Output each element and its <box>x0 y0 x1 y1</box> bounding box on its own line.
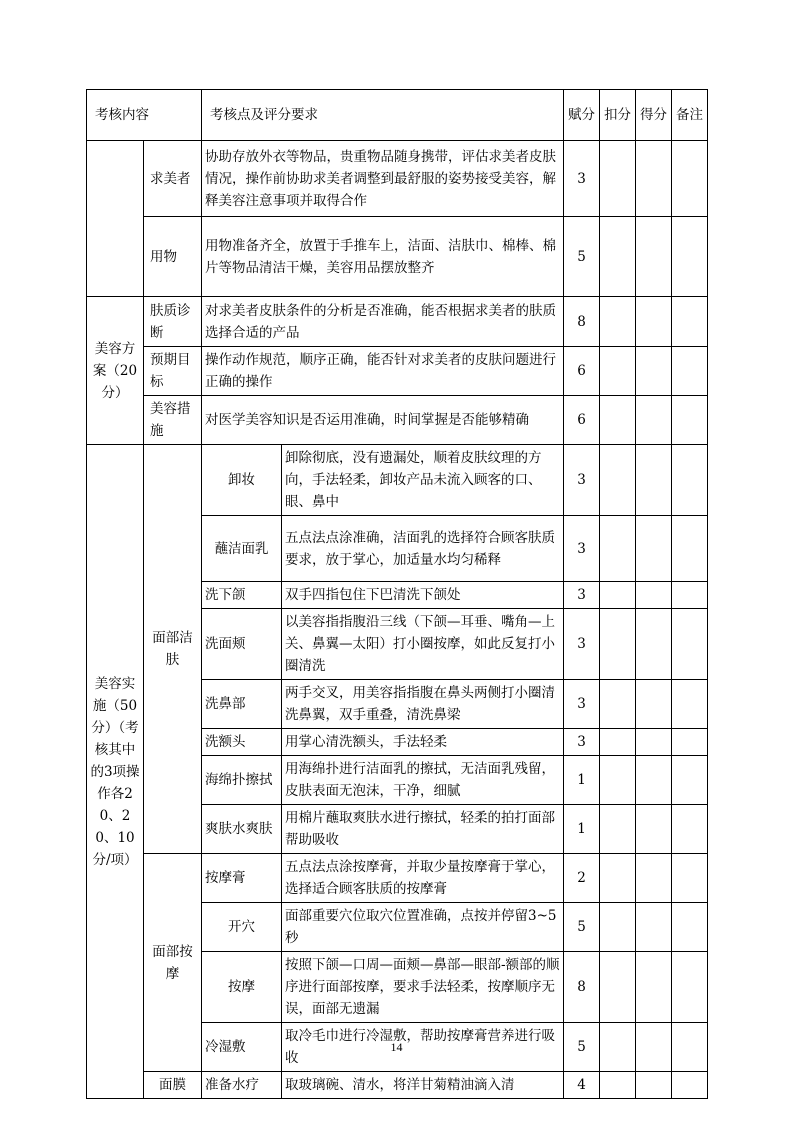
item-label: 洗下颌 <box>202 582 282 609</box>
score-value: 6 <box>564 396 600 445</box>
assessment-sheet <box>86 89 707 1099</box>
note-cell <box>672 516 708 582</box>
note-cell <box>672 952 708 1023</box>
score-value: 3 <box>564 729 600 756</box>
criteria-text: 五点法点涂准确，洁面乳的选择符合顾客肤质要求，放于掌心，加适量水均匀稀释 <box>282 516 564 582</box>
note-cell <box>672 445 708 516</box>
deduct-cell <box>600 396 636 445</box>
header-row <box>87 90 708 141</box>
scoring-table <box>86 89 708 1099</box>
deduct-cell <box>600 582 636 609</box>
header-earned: 得分 <box>636 90 672 141</box>
earned-cell <box>636 756 672 805</box>
criteria-text: 用海绵扑进行洁面乳的擦拭，无洁面乳残留，皮肤表面无泡沫，干净，细腻 <box>282 756 564 805</box>
note-cell <box>672 1072 708 1099</box>
score-value: 5 <box>564 903 600 952</box>
group-massage: 面部按摩 <box>144 854 202 1072</box>
deduct-cell <box>600 903 636 952</box>
earned-cell <box>636 445 672 516</box>
earned-cell <box>636 396 672 445</box>
earned-cell <box>636 729 672 756</box>
deduct-cell <box>600 297 636 347</box>
criteria-text: 两手交叉，用美容指指腹在鼻头两侧打小圈清洗鼻翼，双手重叠，清洗鼻梁 <box>282 680 564 729</box>
earned-cell <box>636 297 672 347</box>
note-cell <box>672 217 708 297</box>
criteria-text: 面部重要穴位取穴位置准确，点按并停留3~5秒 <box>282 903 564 952</box>
deduct-cell <box>600 347 636 396</box>
earned-cell <box>636 805 672 854</box>
criteria-text: 用物准备齐全，放置于手推车上，洁面、洁肤巾、棉棒、棉片等物品清洁干燥，美容用品摆放整齐 <box>202 217 564 297</box>
score-value: 1 <box>564 756 600 805</box>
score-value: 3 <box>564 445 600 516</box>
note-cell <box>672 582 708 609</box>
score-value: 8 <box>564 297 600 347</box>
item-label: 卸妆 <box>202 445 282 516</box>
score-value: 8 <box>564 952 600 1023</box>
criteria-text: 对求美者皮肤条件的分析是否准确，能否根据求美者的肤质选择合适的产品 <box>202 297 564 347</box>
deduct-cell <box>600 854 636 903</box>
score-value: 4 <box>564 1072 600 1099</box>
criteria-text: 取玻璃碗、清水，将洋甘菊精油滴入清 <box>282 1072 564 1099</box>
item-label: 海绵扑擦拭 <box>202 756 282 805</box>
table-row <box>87 854 708 903</box>
item-label: 洗面颊 <box>202 609 282 680</box>
note-cell <box>672 805 708 854</box>
criteria-text: 双手四指包住下巴清洗下颌处 <box>282 582 564 609</box>
score-value: 5 <box>564 1023 600 1072</box>
sub-item: 用物 <box>144 217 202 297</box>
prep-group-cell <box>87 141 144 297</box>
deduct-cell <box>600 805 636 854</box>
earned-cell <box>636 680 672 729</box>
criteria-text: 操作动作规范，顺序正确，能否针对求美者的皮肤问题进行正确的操作 <box>202 347 564 396</box>
table-row <box>87 141 708 217</box>
table-row <box>87 217 708 297</box>
score-value: 6 <box>564 347 600 396</box>
earned-cell <box>636 516 672 582</box>
criteria-text: 以美容指指腹沿三线（下颌—耳垂、嘴角—上关、鼻翼—太阳）打小圈按摩，如此反复打小圈清洗 <box>282 609 564 680</box>
sub-item: 肤质诊断 <box>144 297 202 347</box>
item-label: 爽肤水爽肤 <box>202 805 282 854</box>
score-value: 3 <box>564 680 600 729</box>
earned-cell <box>636 582 672 609</box>
criteria-text: 按照下颌—口周—面颊—鼻部—眼部-额部的顺序进行面部按摩，要求手法轻柔，按摩顺序无误，面部无遗漏 <box>282 952 564 1023</box>
earned-cell <box>636 217 672 297</box>
earned-cell <box>636 1072 672 1099</box>
score-value: 3 <box>564 609 600 680</box>
header-score: 赋分 <box>564 90 600 141</box>
deduct-cell <box>600 729 636 756</box>
deduct-cell <box>600 445 636 516</box>
deduct-cell <box>600 141 636 217</box>
deduct-cell <box>600 217 636 297</box>
criteria-text: 五点法点涂按摩膏，并取少量按摩膏于掌心，选择适合顾客肤质的按摩膏 <box>282 854 564 903</box>
page-number: 14 <box>390 1040 403 1054</box>
note-cell <box>672 903 708 952</box>
score-value: 3 <box>564 141 600 217</box>
earned-cell <box>636 952 672 1023</box>
deduct-cell <box>600 952 636 1023</box>
header-criteria: 考核点及评分要求 <box>202 90 564 141</box>
note-cell <box>672 141 708 217</box>
score-value: 1 <box>564 805 600 854</box>
note-cell <box>672 347 708 396</box>
header-content: 考核内容 <box>87 90 202 141</box>
deduct-cell <box>600 680 636 729</box>
group-plan: 美容方案（20分） <box>87 297 144 445</box>
group-cleanse: 面部洁肤 <box>144 445 202 854</box>
criteria-text: 用棉片蘸取爽肤水进行擦拭，轻柔的拍打面部帮助吸收 <box>282 805 564 854</box>
note-cell <box>672 729 708 756</box>
earned-cell <box>636 903 672 952</box>
score-value: 3 <box>564 582 600 609</box>
criteria-text: 协助存放外衣等物品，贵重物品随身携带，评估求美者皮肤情况，操作前协助求美者调整到最舒服的姿势接受美容，解释美容注意事项并取得合作 <box>202 141 564 217</box>
note-cell <box>672 680 708 729</box>
deduct-cell <box>600 516 636 582</box>
note-cell <box>672 297 708 347</box>
note-cell <box>672 854 708 903</box>
item-label: 冷湿敷 <box>202 1023 282 1072</box>
note-cell <box>672 609 708 680</box>
group-mask: 面膜 <box>144 1072 202 1099</box>
item-label: 按摩膏 <box>202 854 282 903</box>
table-row <box>87 297 708 347</box>
group-implement: 美容实施（50分）（考核其中的3项操作各20、20、10分/项） <box>87 445 144 1099</box>
note-cell <box>672 756 708 805</box>
table-row <box>87 347 708 396</box>
criteria-text: 对医学美容知识是否运用准确，时间掌握是否能够精确 <box>202 396 564 445</box>
score-value: 2 <box>564 854 600 903</box>
sub-item: 美容措施 <box>144 396 202 445</box>
item-label: 按摩 <box>202 952 282 1023</box>
score-value: 3 <box>564 516 600 582</box>
item-label: 洗额头 <box>202 729 282 756</box>
earned-cell <box>636 609 672 680</box>
deduct-cell <box>600 609 636 680</box>
item-label: 洗鼻部 <box>202 680 282 729</box>
deduct-cell <box>600 1072 636 1099</box>
table-row <box>87 1072 708 1099</box>
criteria-text: 卸除彻底，没有遗漏处，顺着皮肤纹理的方向，手法轻柔，卸妆产品未流入顾客的口、眼、鼻中 <box>282 445 564 516</box>
note-cell <box>672 396 708 445</box>
earned-cell <box>636 854 672 903</box>
criteria-text: 用掌心清洗额头，手法轻柔 <box>282 729 564 756</box>
sub-item: 预期目标 <box>144 347 202 396</box>
criteria-text: 取冷毛巾进行冷湿敷，帮助按摩膏营养进行吸收 <box>282 1023 564 1072</box>
earned-cell <box>636 347 672 396</box>
header-deduct: 扣分 <box>600 90 636 141</box>
table-row <box>87 445 708 516</box>
sub-item: 求美者 <box>144 141 202 217</box>
earned-cell <box>636 141 672 217</box>
item-label: 准备水疗 <box>202 1072 282 1099</box>
header-note: 备注 <box>672 90 708 141</box>
table-row <box>87 396 708 445</box>
item-label: 蘸洁面乳 <box>202 516 282 582</box>
item-label: 开穴 <box>202 903 282 952</box>
deduct-cell <box>600 756 636 805</box>
score-value: 5 <box>564 217 600 297</box>
